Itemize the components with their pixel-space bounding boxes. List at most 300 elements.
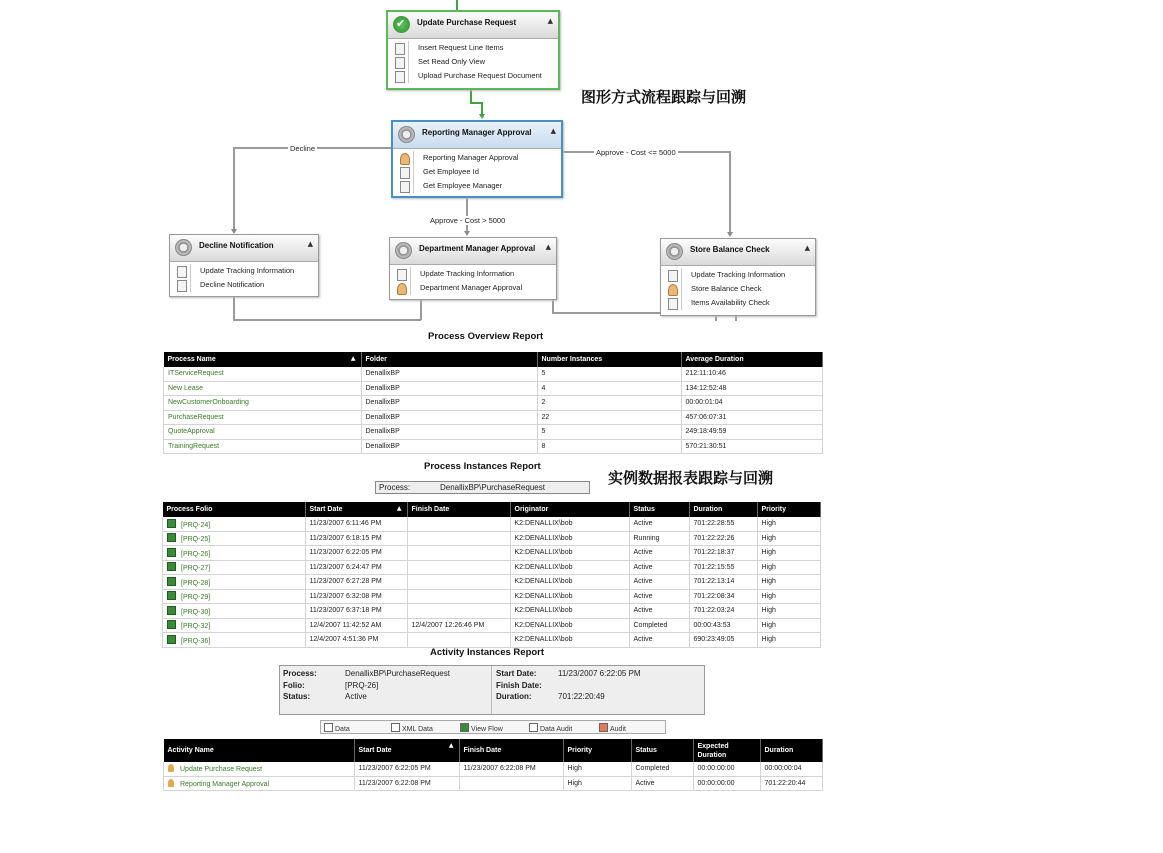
node-header: [393, 122, 561, 149]
info-process-label: Process:: [283, 669, 317, 678]
node-item-label: Get Employee Id: [423, 167, 479, 176]
table-cell: [510, 531, 629, 546]
cell-value: Active: [633, 520, 653, 528]
table-cell: [629, 589, 689, 604]
row-link[interactable]: QuoteApproval: [168, 428, 215, 436]
col-number-instances[interactable]: Number Instances: [537, 352, 681, 367]
table-cell[interactable]: [164, 762, 355, 776]
data-audit-button[interactable]: Data Audit: [529, 723, 572, 733]
instances-report-title: Process Instances Report: [424, 461, 541, 472]
excel-icon: [167, 548, 176, 557]
table-row[interactable]: [163, 517, 821, 531]
table-row[interactable]: [164, 762, 823, 776]
table-cell: [757, 531, 821, 546]
table-cell[interactable]: [163, 618, 306, 633]
table-cell: [305, 618, 407, 633]
col-finish-date[interactable]: Finish Date: [407, 502, 510, 517]
col-duration[interactable]: Duration: [689, 502, 757, 517]
event-icon: [668, 298, 678, 310]
cell-value: 690:23:49:05: [693, 636, 735, 644]
cell-value: 12/4/2007 4:51:36 PM: [309, 636, 379, 644]
node-reporting-manager-approval[interactable]: [391, 120, 563, 198]
audit-button[interactable]: Audit: [599, 723, 626, 733]
table-cell: [681, 439, 823, 454]
connector-in-top: [456, 0, 458, 10]
cell-value: 249:18:49:59: [685, 428, 727, 436]
table-cell: [693, 762, 760, 776]
table-cell: [757, 633, 821, 648]
cell-value: K2:DENALLIX\bob: [514, 592, 573, 600]
connector-approve-gt-v: [466, 196, 468, 232]
table-cell: [361, 367, 537, 381]
cell-value: 212:11:10:46: [685, 370, 726, 378]
table-cell[interactable]: [163, 560, 306, 575]
table-cell[interactable]: [164, 381, 362, 396]
cell-value: DenallixBP: [365, 413, 400, 421]
event-icon: [395, 71, 405, 83]
node-item-label: Update Tracking Information: [200, 266, 295, 275]
node-item-label: Reporting Manager Approval: [423, 153, 519, 162]
table-cell: [689, 531, 757, 546]
table-cell: [689, 604, 757, 619]
col-start-date[interactable]: Start Date ▲: [305, 502, 407, 517]
process-filter-label: Process:: [379, 483, 411, 492]
row-link[interactable]: [PRQ-28]: [181, 579, 211, 587]
row-link[interactable]: [PRQ-27]: [181, 565, 211, 573]
xml-icon: [391, 723, 400, 732]
flow-icon: [460, 723, 469, 732]
table-cell[interactable]: [163, 517, 306, 531]
node-item-label: Department Manager Approval: [420, 283, 523, 292]
check-icon: [393, 16, 410, 33]
activity-report-title: Activity Instances Report: [430, 647, 545, 658]
cell-value: 134:12:52:48: [685, 384, 727, 392]
row-link[interactable]: TrainingRequest: [168, 442, 220, 450]
cell-value: 11/23/2007 6:24:47 PM: [309, 563, 382, 571]
connector-decline-v: [233, 147, 235, 230]
node-item[interactable]: [390, 281, 556, 295]
data-button[interactable]: Data: [324, 723, 350, 733]
node-item[interactable]: [390, 267, 556, 281]
excel-icon: [167, 635, 176, 644]
row-link[interactable]: NewCustomerOnboarding: [168, 399, 249, 407]
label-approve-le: Approve - Cost <= 5000: [596, 148, 676, 157]
table-cell: [305, 546, 407, 561]
cell-value: Active: [633, 592, 653, 600]
node-item[interactable]: [661, 296, 815, 310]
table-cell[interactable]: [164, 367, 362, 381]
row-link[interactable]: [PRQ-32]: [181, 623, 211, 631]
node-item[interactable]: [388, 69, 558, 83]
cell-value: DenallixBP: [365, 370, 400, 378]
node-header: [390, 238, 556, 265]
row-link[interactable]: [PRQ-36]: [181, 637, 211, 645]
collapse-caret-icon[interactable]: ▲: [547, 17, 553, 25]
table-cell: [631, 762, 693, 776]
table-cell: [354, 762, 459, 776]
cell-value: High: [761, 592, 776, 600]
cell-value: Active: [633, 549, 653, 557]
table-cell[interactable]: [163, 531, 306, 546]
gear-icon: [175, 239, 192, 256]
node-item[interactable]: [393, 151, 561, 165]
table-cell: [305, 517, 407, 531]
connector-dma-sbc-h: [552, 312, 660, 314]
cell-value: 11/23/2007 6:22:08 PM: [463, 765, 536, 773]
table-row[interactable]: [164, 776, 823, 791]
table-header-row: [163, 502, 821, 517]
cell-value: 701:22:15:55: [693, 563, 735, 571]
table-cell: [510, 560, 629, 575]
table-cell: [563, 762, 631, 776]
table-row[interactable]: [163, 604, 821, 619]
table-row[interactable]: [163, 575, 821, 590]
node-item[interactable]: [661, 282, 815, 296]
col-priority[interactable]: Priority: [563, 739, 631, 762]
col-status[interactable]: Status: [629, 502, 689, 517]
table-row[interactable]: [164, 410, 823, 425]
table-cell: [407, 589, 510, 604]
cell-value: 8: [541, 442, 546, 450]
sort-asc-icon[interactable]: ▲: [396, 505, 402, 512]
cell-value: K2:DENALLIX\bob: [514, 549, 573, 557]
table-cell: [305, 633, 407, 648]
excel-icon: [167, 519, 176, 528]
node-title: Store Balance Check: [690, 245, 770, 254]
cell-value: 5: [541, 370, 546, 378]
cell-value: DenallixBP: [365, 442, 400, 450]
info-start-value: 11/23/2007 6:22:05 PM: [558, 669, 641, 678]
excel-icon: [167, 591, 176, 600]
cell-value: 701:22:18:37: [693, 549, 735, 557]
node-item[interactable]: [170, 264, 318, 278]
table-cell: [361, 396, 537, 411]
table-cell: [563, 776, 631, 791]
node-header: [661, 239, 815, 266]
overview-table-body: [164, 367, 823, 454]
cell-value: 570:21:30:51: [685, 442, 727, 450]
cell-value: 5: [541, 428, 546, 436]
table-cell: [361, 410, 537, 425]
info-process-value: DenallixBP\PurchaseRequest: [345, 669, 450, 678]
cell-value: High: [567, 779, 582, 787]
node-item[interactable]: [170, 278, 318, 292]
table-row[interactable]: [163, 531, 821, 546]
cell-value: 11/23/2007 6:37:18 PM: [309, 607, 382, 615]
data-icon: [324, 723, 333, 732]
node-item[interactable]: [393, 165, 561, 179]
col-originator[interactable]: Originator: [510, 502, 629, 517]
table-row[interactable]: [164, 396, 823, 411]
sort-asc-icon[interactable]: ▲: [350, 355, 356, 362]
node-department-manager-approval[interactable]: [389, 237, 557, 300]
table-cell: [407, 604, 510, 619]
table-cell: [689, 618, 757, 633]
row-link[interactable]: Reporting Manager Approval: [180, 780, 270, 788]
col-priority[interactable]: Priority: [757, 502, 821, 517]
table-cell: [459, 776, 563, 791]
table-cell: [689, 546, 757, 561]
info-folio-label: Folio:: [283, 681, 305, 690]
row-link[interactable]: [PRQ-26]: [181, 550, 211, 558]
table-cell: [757, 604, 821, 619]
row-link[interactable]: Update Purchase Request: [180, 766, 263, 774]
cell-value: 4: [541, 384, 546, 392]
table-cell[interactable]: [164, 410, 362, 425]
event-icon: [668, 270, 678, 282]
node-store-balance-check[interactable]: [660, 238, 816, 316]
cell-value: Active: [633, 578, 653, 586]
overview-report-title: Process Overview Report: [428, 331, 544, 342]
activity-table: [163, 739, 823, 791]
audit-data-icon: [529, 723, 538, 732]
table-cell: [689, 633, 757, 648]
table-cell[interactable]: [163, 589, 306, 604]
cell-value: Running: [633, 534, 660, 542]
table-row[interactable]: [164, 367, 823, 381]
node-item-label: Upload Purchase Request Document: [418, 71, 542, 80]
table-cell: [407, 618, 510, 633]
col-finish-date[interactable]: Finish Date: [459, 739, 563, 762]
view-flow-button[interactable]: View Flow: [460, 723, 503, 733]
cell-value: 701:22:08:34: [693, 592, 735, 600]
connector-bottom-left-h: [233, 319, 421, 321]
user-icon: [168, 764, 174, 772]
col-duration[interactable]: Duration: [760, 739, 823, 762]
info-finish-label: Finish Date:: [496, 681, 542, 690]
table-cell: [760, 776, 823, 791]
cell-value: 457:06:07:31: [685, 413, 727, 421]
info-status-value: Active: [345, 692, 367, 701]
excel-icon: [167, 620, 176, 629]
cell-value: 00:00:43:53: [693, 621, 731, 629]
table-row[interactable]: [163, 560, 821, 575]
cell-value: K2:DENALLIX\bob: [514, 636, 573, 644]
cell-value: Active: [633, 607, 653, 615]
table-cell[interactable]: [164, 439, 362, 454]
sort-asc-icon[interactable]: ▲: [448, 742, 454, 749]
row-link[interactable]: PurchaseRequest: [168, 413, 224, 421]
table-cell[interactable]: [163, 633, 306, 648]
table-row[interactable]: [163, 618, 821, 633]
label-decline: Decline: [290, 144, 316, 153]
cell-value: 22: [541, 413, 550, 421]
node-item[interactable]: [661, 268, 815, 282]
event-icon: [397, 269, 407, 281]
table-cell: [537, 396, 681, 411]
row-link[interactable]: [PRQ-25]: [181, 536, 211, 544]
table-cell: [510, 517, 629, 531]
connector-bottom-mid-v: [420, 298, 422, 320]
cell-value: 11/23/2007 6:22:05 PM: [358, 765, 431, 773]
table-cell: [689, 517, 757, 531]
process-filter-box: [375, 481, 590, 494]
table-cell: [407, 546, 510, 561]
row-link[interactable]: [PRQ-24]: [181, 521, 211, 529]
info-status-label: Status:: [283, 692, 311, 701]
col-activity-name[interactable]: Activity Name: [164, 739, 355, 762]
collapse-caret-icon[interactable]: ▲: [550, 127, 556, 135]
cell-value: 701:22:03:24: [693, 607, 735, 615]
table-cell[interactable]: [163, 546, 306, 561]
overview-table: [163, 352, 823, 454]
table-header-row: [164, 739, 823, 762]
node-item[interactable]: [393, 179, 561, 193]
table-cell: [510, 589, 629, 604]
table-cell[interactable]: [164, 396, 362, 411]
cell-value: Completed: [635, 765, 670, 773]
row-link[interactable]: New Lease: [168, 384, 204, 392]
table-cell: [510, 604, 629, 619]
node-item-label: Items Availability Check: [691, 298, 770, 307]
cell-value: Completed: [633, 621, 668, 629]
event-icon: [177, 280, 187, 292]
row-link[interactable]: [PRQ-30]: [181, 608, 211, 616]
table-cell[interactable]: [163, 575, 306, 590]
cell-value: K2:DENALLIX\bob: [514, 621, 573, 629]
table-row[interactable]: [164, 425, 823, 440]
table-cell[interactable]: [163, 604, 306, 619]
user-icon: [397, 283, 407, 295]
cell-value: 11/23/2007 6:11:46 PM: [309, 520, 382, 528]
table-cell: [537, 439, 681, 454]
cell-value: 00:00:01:04: [685, 399, 723, 407]
cell-value: 12/4/2007 12:26:46 PM: [411, 621, 485, 629]
table-row[interactable]: [164, 439, 823, 454]
table-cell: [407, 575, 510, 590]
collapse-caret-icon[interactable]: ▲: [545, 243, 551, 251]
table-cell: [361, 425, 537, 440]
table-cell: [510, 546, 629, 561]
table-cell: [510, 618, 629, 633]
event-icon: [400, 181, 410, 193]
cell-value: K2:DENALLIX\bob: [514, 520, 573, 528]
cell-value: High: [761, 520, 776, 528]
row-link[interactable]: [PRQ-29]: [181, 594, 211, 602]
user-icon: [168, 779, 174, 787]
table-cell: [757, 560, 821, 575]
activity-table-body: [164, 762, 823, 791]
col-process-folio[interactable]: Process Folio: [163, 502, 306, 517]
table-row[interactable]: [163, 546, 821, 561]
cell-value: 11/23/2007 6:18:15 PM: [309, 534, 382, 542]
cell-value: K2:DENALLIX\bob: [514, 607, 573, 615]
node-decline-notification[interactable]: [169, 234, 319, 297]
col-average-duration[interactable]: Average Duration: [681, 352, 823, 367]
node-item[interactable]: [388, 41, 558, 55]
table-cell: [361, 381, 537, 396]
table-cell[interactable]: [164, 425, 362, 440]
table-header-row: [164, 352, 823, 367]
col-process-name[interactable]: Process Name ▲: [164, 352, 362, 367]
cell-value: 2: [541, 399, 546, 407]
info-divider: [491, 666, 492, 714]
cell-value: 11/23/2007 6:32:08 PM: [309, 592, 382, 600]
node-item-label: Decline Notification: [200, 280, 265, 289]
collapse-caret-icon[interactable]: ▲: [307, 240, 313, 248]
table-cell: [407, 517, 510, 531]
table-cell: [407, 531, 510, 546]
instances-table: [162, 502, 821, 648]
cell-value: High: [761, 563, 776, 571]
table-cell: [305, 575, 407, 590]
event-icon: [400, 167, 410, 179]
cell-value: 701:22:20:44: [764, 779, 806, 787]
node-header: [170, 235, 318, 262]
col-expected-duration[interactable]: Expected Duration: [693, 739, 760, 762]
node-title: Reporting Manager Approval: [422, 128, 532, 137]
xml-data-button[interactable]: XML Data: [391, 723, 433, 733]
table-cell: [629, 633, 689, 648]
audit-icon: [599, 723, 608, 732]
node-item-label: Set Read Only View: [418, 57, 485, 66]
table-cell: [629, 575, 689, 590]
table-row[interactable]: [163, 589, 821, 604]
cell-value: High: [761, 621, 776, 629]
table-cell: [631, 776, 693, 791]
cell-value: High: [761, 636, 776, 644]
cell-value: Active: [633, 636, 653, 644]
table-cell: [757, 589, 821, 604]
table-cell: [305, 604, 407, 619]
table-row[interactable]: [164, 381, 823, 396]
table-row[interactable]: [163, 633, 821, 648]
cell-value: 11/23/2007 6:22:08 PM: [358, 779, 431, 787]
node-title: Department Manager Approval: [419, 244, 536, 253]
table-cell: [689, 560, 757, 575]
table-cell: [510, 575, 629, 590]
table-cell: [689, 589, 757, 604]
cell-value: 00:00:00:04: [764, 765, 802, 773]
cell-value: K2:DENALLIX\bob: [514, 563, 573, 571]
table-cell: [681, 410, 823, 425]
col-folder[interactable]: Folder: [361, 352, 537, 367]
cell-value: High: [761, 607, 776, 615]
user-icon: [400, 153, 410, 165]
process-filter-value: DenallixBP\PurchaseRequest: [440, 483, 545, 492]
connector-update-to-rma: [470, 88, 472, 103]
cell-value: High: [761, 534, 776, 542]
excel-icon: [167, 606, 176, 615]
row-link[interactable]: ITServiceRequest: [168, 370, 224, 378]
excel-icon: [167, 577, 176, 586]
event-icon: [395, 43, 405, 55]
collapse-caret-icon[interactable]: ▲: [804, 244, 810, 252]
activity-info-panel: [279, 665, 705, 715]
node-update-purchase-request[interactable]: [386, 10, 560, 90]
label-approve-gt: Approve - Cost > 5000: [430, 216, 506, 225]
table-cell: [537, 381, 681, 396]
table-cell: [760, 762, 823, 776]
table-cell[interactable]: [164, 776, 355, 791]
table-cell: [629, 560, 689, 575]
info-folio-value: [PRQ-26]: [345, 681, 379, 690]
node-item[interactable]: [388, 55, 558, 69]
excel-icon: [167, 562, 176, 571]
cell-value: 11/23/2007 6:27:28 PM: [309, 578, 382, 586]
cell-value: 11/23/2007 6:22:05 PM: [309, 549, 382, 557]
annotation-graphical-tracking: 图形方式流程跟踪与回溯: [581, 88, 747, 106]
info-duration-label: Duration:: [496, 692, 532, 701]
cell-value: 701:22:22:26: [693, 534, 735, 542]
table-cell: [354, 776, 459, 791]
cell-value: 701:22:28:55: [693, 520, 735, 528]
table-cell: [361, 439, 537, 454]
gear-icon: [395, 242, 412, 259]
col-start-date[interactable]: Start Date ▲: [354, 739, 459, 762]
table-cell: [629, 546, 689, 561]
col-status[interactable]: Status: [631, 739, 693, 762]
